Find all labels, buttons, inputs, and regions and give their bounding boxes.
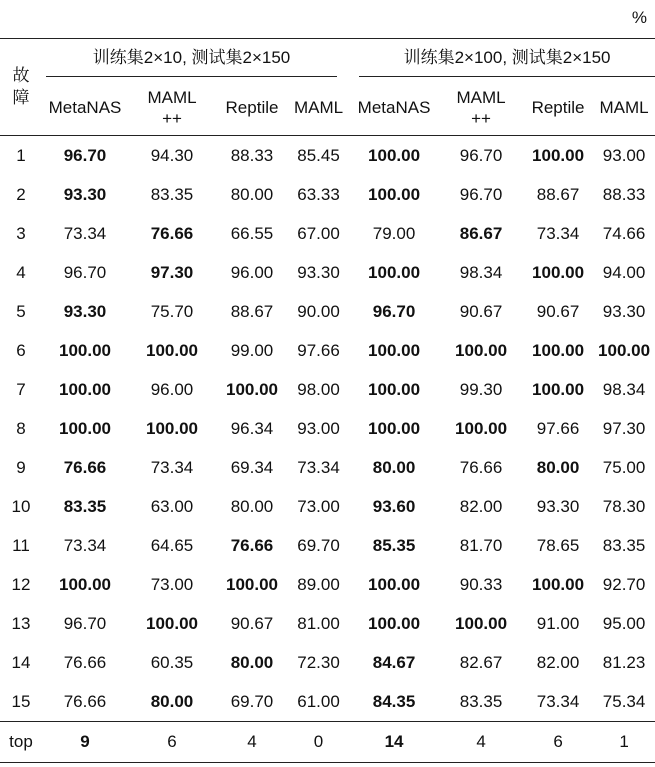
table-row: [0, 292, 655, 331]
accuracy-cell: 100.00: [368, 184, 421, 204]
accuracy-cell: 100.00: [532, 262, 585, 282]
accuracy-cell: 75.34: [593, 682, 655, 722]
table-row: [0, 253, 655, 292]
accuracy-cell: 78.65: [536, 535, 580, 555]
accuracy-cell: 76.66: [150, 223, 194, 243]
accuracy-cell: 100.00: [59, 574, 111, 594]
table-row: [0, 331, 655, 370]
top-count-cell: 9: [42, 722, 128, 763]
table-row: [0, 448, 655, 487]
accuracy-cell: 80.00: [230, 496, 274, 516]
fault-id: 6: [16, 340, 26, 360]
accuracy-cell: 83.35: [63, 496, 107, 516]
accuracy-cell: 100.00: [59, 418, 111, 438]
accuracy-cell: 84.67: [372, 652, 416, 672]
top-count-cell: 4: [439, 722, 523, 763]
accuracy-cell: 76.66: [42, 682, 128, 722]
accuracy-cell: 76.66: [63, 652, 107, 672]
accuracy-cell: 80.00: [128, 682, 216, 722]
accuracy-cell: 98.34: [459, 262, 503, 282]
fault-id: 7: [16, 379, 26, 399]
top-label: top: [0, 722, 42, 763]
top-count-cell: 6: [523, 722, 593, 763]
accuracy-cell: 93.30: [63, 301, 107, 321]
table-row: [0, 370, 655, 409]
accuracy-cell: 64.65: [150, 535, 194, 555]
accuracy-cell: 88.67: [230, 301, 274, 321]
accuracy-cell: 90.67: [459, 301, 503, 321]
table-row: [0, 604, 655, 643]
accuracy-cell: 73.00: [297, 496, 340, 516]
accuracy-cell: 99.00: [230, 340, 274, 360]
accuracy-cell: 100.00: [368, 418, 421, 438]
fault-id: 10: [11, 496, 31, 516]
method-header: Reptile: [216, 80, 288, 136]
accuracy-cell: 78.30: [602, 496, 646, 516]
unit-label: %: [631, 8, 647, 27]
accuracy-cell: 100.00: [532, 340, 585, 360]
fault-id: 3: [16, 223, 26, 243]
fault-id: 1: [16, 145, 26, 165]
accuracy-cell: 91.00: [536, 613, 580, 633]
accuracy-cell: 69.34: [230, 457, 274, 477]
accuracy-cell: 100.00: [368, 613, 421, 633]
accuracy-cell: 80.00: [372, 457, 416, 477]
accuracy-cell: 99.30: [459, 379, 503, 399]
top-count-cell: 14: [349, 722, 439, 763]
accuracy-cell: 85.35: [372, 535, 416, 555]
accuracy-cell: 100.00: [455, 418, 508, 438]
fault-id: 8: [16, 418, 26, 438]
accuracy-cell: 96.70: [63, 613, 107, 633]
accuracy-cell: 93.30: [536, 496, 580, 516]
fault-id: 9: [16, 457, 26, 477]
top-count-cell: 0: [288, 722, 349, 763]
accuracy-cell: 76.66: [459, 457, 503, 477]
method-header: MAML ++: [439, 80, 523, 136]
accuracy-cell: 73.34: [63, 223, 107, 243]
accuracy-cell: 100.00: [368, 379, 421, 399]
table-row: [0, 175, 655, 214]
accuracy-cell: 90.67: [230, 613, 274, 633]
accuracy-cell: 100.00: [368, 262, 421, 282]
accuracy-cell: 96.70: [459, 145, 503, 165]
accuracy-cell: 95.00: [602, 613, 646, 633]
accuracy-cell: 97.30: [602, 418, 646, 438]
accuracy-cell: 90.00: [297, 301, 340, 321]
accuracy-cell: 96.34: [230, 418, 274, 438]
method-header: MAML ++: [128, 80, 216, 136]
accuracy-cell: 96.70: [63, 145, 107, 165]
results-table: [0, 38, 655, 763]
accuracy-cell: 100.00: [368, 340, 421, 360]
accuracy-cell: 88.33: [230, 145, 274, 165]
table-row: [0, 643, 655, 682]
accuracy-cell: 100.00: [59, 379, 111, 399]
accuracy-cell: 93.30: [602, 301, 646, 321]
accuracy-cell: 96.70: [63, 262, 107, 282]
accuracy-cell: 90.33: [459, 574, 503, 594]
accuracy-cell: 93.00: [297, 418, 340, 438]
accuracy-cell: 84.35: [349, 682, 439, 722]
accuracy-cell: 83.35: [150, 184, 194, 204]
accuracy-cell: 96.70: [459, 184, 503, 204]
accuracy-cell: 86.67: [459, 223, 503, 243]
accuracy-cell: 92.70: [602, 574, 646, 594]
accuracy-cell: 81.00: [297, 613, 340, 633]
accuracy-cell: 63.00: [150, 496, 194, 516]
accuracy-cell: 100.00: [226, 379, 278, 399]
accuracy-cell: 93.60: [372, 496, 416, 516]
top-count-cell: 6: [128, 722, 216, 763]
accuracy-cell: 76.66: [230, 535, 274, 555]
accuracy-cell: 73.34: [523, 682, 593, 722]
accuracy-cell: 96.70: [372, 301, 416, 321]
accuracy-cell: 81.23: [602, 652, 646, 672]
accuracy-cell: 80.00: [230, 184, 274, 204]
accuracy-cell: 100.00: [598, 340, 651, 360]
accuracy-cell: 93.30: [297, 262, 340, 282]
accuracy-cell: 60.35: [150, 652, 194, 672]
accuracy-cell: 73.34: [150, 457, 194, 477]
accuracy-cell: 63.33: [297, 184, 340, 204]
accuracy-cell: 73.34: [63, 535, 107, 555]
accuracy-cell: 89.00: [297, 574, 340, 594]
accuracy-cell: 82.00: [536, 652, 580, 672]
top-count-cell: 1: [593, 722, 655, 763]
accuracy-cell: 90.67: [536, 301, 580, 321]
accuracy-cell: 81.70: [459, 535, 503, 555]
accuracy-cell: 85.45: [297, 145, 340, 165]
method-header: MetaNAS: [42, 80, 128, 136]
accuracy-cell: 100.00: [146, 613, 198, 633]
accuracy-cell: 69.70: [297, 535, 340, 555]
accuracy-cell: 79.00: [372, 223, 416, 243]
accuracy-cell: 75.00: [602, 457, 646, 477]
accuracy-cell: 88.33: [602, 184, 646, 204]
table-row: [0, 565, 655, 604]
accuracy-cell: 93.00: [602, 145, 646, 165]
accuracy-cell: 61.00: [288, 682, 349, 722]
fault-id: 11: [12, 535, 30, 555]
accuracy-cell: 66.55: [230, 223, 274, 243]
accuracy-cell: 73.00: [150, 574, 194, 594]
accuracy-cell: 83.35: [602, 535, 646, 555]
fault-id: 14: [11, 652, 31, 672]
accuracy-cell: 75.70: [150, 301, 194, 321]
accuracy-cell: 83.35: [439, 682, 523, 722]
top-count-cell: 4: [216, 722, 288, 763]
accuracy-cell: 80.00: [536, 457, 580, 477]
accuracy-cell: 97.30: [150, 262, 194, 282]
accuracy-cell: 100.00: [368, 145, 421, 165]
accuracy-cell: 100.00: [532, 145, 585, 165]
accuracy-cell: 96.00: [150, 379, 194, 399]
accuracy-cell: 82.67: [459, 652, 503, 672]
accuracy-cell: 67.00: [297, 223, 340, 243]
fault-id: 5: [16, 301, 26, 321]
accuracy-cell: 73.34: [297, 457, 340, 477]
table-row: [0, 487, 655, 526]
accuracy-cell: 100.00: [146, 418, 198, 438]
table-row: [0, 682, 655, 722]
accuracy-cell: 69.70: [216, 682, 288, 722]
table-row: [0, 409, 655, 448]
fault-id: 15: [0, 682, 42, 722]
group-header-left: 训练集2×10, 测试集2×150: [42, 39, 349, 81]
accuracy-cell: 94.00: [602, 262, 646, 282]
accuracy-cell: 82.00: [459, 496, 503, 516]
accuracy-cell: 98.34: [602, 379, 646, 399]
accuracy-cell: 100.00: [368, 574, 421, 594]
method-header: MetaNAS: [349, 80, 439, 136]
accuracy-cell: 100.00: [455, 613, 508, 633]
accuracy-cell: 97.66: [536, 418, 580, 438]
accuracy-cell: 97.66: [297, 340, 340, 360]
accuracy-cell: 94.30: [150, 145, 194, 165]
fault-id: 12: [11, 574, 31, 594]
accuracy-cell: 73.34: [536, 223, 580, 243]
accuracy-cell: 88.67: [536, 184, 580, 204]
group-header-right: 训练集2×100, 测试集2×150: [349, 39, 655, 81]
accuracy-cell: 100.00: [455, 340, 508, 360]
method-header: Reptile: [523, 80, 593, 136]
table-row: [0, 136, 655, 176]
accuracy-cell: 96.00: [230, 262, 274, 282]
accuracy-cell: 98.00: [297, 379, 340, 399]
accuracy-cell: 100.00: [146, 340, 198, 360]
fault-id: 13: [11, 613, 31, 633]
method-header: MAML: [593, 80, 655, 136]
accuracy-cell: 93.30: [63, 184, 107, 204]
fault-header: 故 障: [0, 39, 42, 136]
accuracy-cell: 74.66: [602, 223, 646, 243]
accuracy-cell: 100.00: [226, 574, 278, 594]
accuracy-cell: 100.00: [59, 340, 111, 360]
top-count-row: [0, 722, 655, 763]
accuracy-cell: 80.00: [230, 652, 274, 672]
accuracy-cell: 100.00: [532, 574, 585, 594]
method-header: MAML: [288, 80, 349, 136]
accuracy-cell: 76.66: [63, 457, 107, 477]
fault-id: 4: [16, 262, 26, 282]
table-row: [0, 214, 655, 253]
fault-id: 2: [16, 184, 26, 204]
accuracy-cell: 72.30: [297, 652, 340, 672]
table-row: [0, 526, 655, 565]
accuracy-cell: 100.00: [532, 379, 585, 399]
